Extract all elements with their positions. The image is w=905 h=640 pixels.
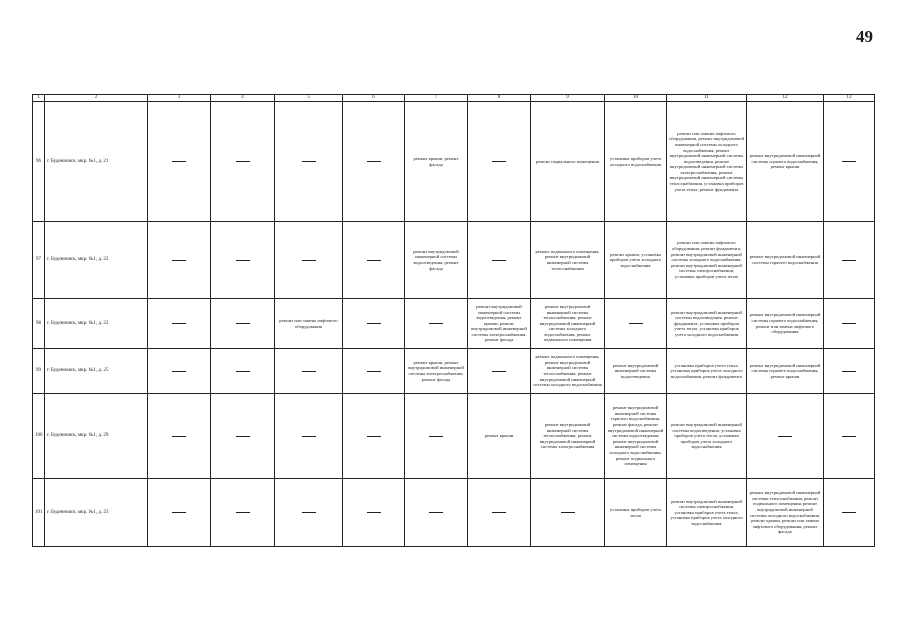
row-address: г. Буденновск, мкр. №1, д. 25 (45, 349, 148, 394)
dash-mark (236, 323, 250, 324)
dash-mark (172, 161, 186, 162)
work-description-cell: ремонт или замена лифтового оборудования, ремонт внутридомовой инженерной системы холодного водоснабжения, ремонт внутридомовой инженерной системы водоотведения, ремонт внутридомовой инженерной системы электроснабжения, ремонт внутридомовой инженерной системы теплоснабжения, установка приборов учета тепла, ремонт фундамента (667, 102, 747, 222)
empty-cell-dash (148, 299, 211, 349)
empty-cell-dash (824, 394, 875, 479)
row-address: г. Буденновск, мкр. №1, д. 23 (45, 479, 148, 547)
dash-mark (236, 260, 250, 261)
table-row (33, 222, 875, 299)
page-number: 49 (856, 27, 873, 46)
work-description-cell: ремонт внутридомовой инженерной системы водоотведения, ремонт фундамента, установка приборов учета тепла, установка приборов учета холодного водоснабжения (667, 299, 747, 349)
empty-cell-dash (824, 299, 875, 349)
empty-cell-dash (531, 479, 605, 547)
work-description-cell: ремонт подвального помещения, ремонт внутридомовой инженерной системы теплоснабжения, ремонт внутридомовой инженерной системы холодного водоснабжения (531, 349, 605, 394)
empty-cell-dash (148, 349, 211, 394)
empty-cell-dash (275, 222, 343, 299)
work-description-cell: ремонт крыши, ремонт фасада (405, 102, 468, 222)
empty-cell-dash (275, 102, 343, 222)
column-header: 8 (468, 95, 531, 102)
dash-mark (236, 161, 250, 162)
column-header: 7 (405, 95, 468, 102)
work-description-cell: ремонт крыши (468, 394, 531, 479)
row-address: г. Буденновск, мкр. №1, д. 22 (45, 222, 148, 299)
row-number: 97 (33, 222, 45, 299)
dash-mark (236, 371, 250, 372)
work-description-cell: ремонт внутридомовой инженерной системы электроснабжения, установка приборов учета тепла, установка приборов учета холодного водоснабжения (667, 479, 747, 547)
work-description-cell: установка приборов учета тепла (605, 479, 667, 547)
work-description-cell: ремонт подвального помещения (531, 102, 605, 222)
dash-mark (492, 512, 506, 513)
dash-mark (778, 436, 792, 437)
work-description-cell: ремонт внутридомовой инженерной системы горячего водоснабжения (747, 222, 824, 299)
empty-cell-dash (605, 299, 667, 349)
row-address: г. Буденновск, мкр. №1, д. 21 (45, 102, 148, 222)
work-description-cell: ремонт подвального помещения, ремонт внутридомовой инженерной системы теплоснабжения (531, 222, 605, 299)
row-address: г. Буденновск, мкр. №1, д. 23 (45, 299, 148, 349)
dash-mark (236, 512, 250, 513)
work-description-cell: ремонт внутридомовой инженерной системы водоотведения, ремонт фасада (405, 222, 468, 299)
dash-mark (302, 512, 316, 513)
row-address: г. Буденновск, мкр. №1, д. 29 (45, 394, 148, 479)
empty-cell-dash (148, 102, 211, 222)
empty-cell-dash (275, 349, 343, 394)
dash-mark (236, 436, 250, 437)
empty-cell-dash (211, 299, 275, 349)
empty-cell-dash (211, 394, 275, 479)
empty-cell-dash (275, 479, 343, 547)
empty-cell-dash (343, 222, 405, 299)
dash-mark (842, 371, 856, 372)
row-number: 100 (33, 394, 45, 479)
dash-mark (842, 512, 856, 513)
empty-cell-dash (148, 479, 211, 547)
column-header: 13 (824, 95, 875, 102)
dash-mark (429, 436, 443, 437)
work-description-cell: ремонт внутридомовой инженерной системы горячего водоснабжения, ремонт крыши (747, 102, 824, 222)
column-header: 10 (605, 95, 667, 102)
column-header: 4 (211, 95, 275, 102)
empty-cell-dash (824, 222, 875, 299)
dash-mark (842, 161, 856, 162)
dash-mark (367, 260, 381, 261)
row-number: 99 (33, 349, 45, 394)
repair-schedule-table (32, 94, 875, 547)
dash-mark (367, 323, 381, 324)
empty-cell-dash (405, 394, 468, 479)
column-header: 11 (667, 95, 747, 102)
dash-mark (172, 436, 186, 437)
work-description-cell: ремонт внутридомовой инженерной системы горячего водоснабжения, ремонт фасада, ремонт внутридомовой инженерной системы водоотведения, ремонт внутридомовой инженерной системы холодного водоснабжения, ремонт подвального помещения (605, 394, 667, 479)
dash-mark (172, 323, 186, 324)
empty-cell-dash (211, 102, 275, 222)
empty-cell-dash (824, 349, 875, 394)
work-description-cell: ремонт или замена лифтового оборудования, ремонт фундамента, ремонт внутридомовой инженерной системы холодного водоснабжения, ремонт внутридомовой инженерной системы электроснабжения, установка приборов учета тепла (667, 222, 747, 299)
empty-cell-dash (747, 394, 824, 479)
dash-mark (172, 260, 186, 261)
empty-cell-dash (343, 349, 405, 394)
work-description-cell: ремонт внутридомовой инженерной системы горячего водоснабжения, ремонт или замена лифтового оборудования (747, 299, 824, 349)
column-header: 5 (275, 95, 343, 102)
empty-cell-dash (343, 102, 405, 222)
work-description-cell: ремонт внутридомовой инженерной системы водоотведения, ремонт крыши, ремонт внутридомовой инженерной системы электроснабжения, ремонт фасада (468, 299, 531, 349)
empty-cell-dash (824, 102, 875, 222)
empty-cell-dash (275, 394, 343, 479)
work-description-cell: ремонт внутридомовой инженерной системы водоотведения (605, 349, 667, 394)
work-description-cell: ремонт внутридомовой инженерной системы теплоснабжения, ремонт подвального помещения, ремонт внутридомовой инженерной системы холодного водоснабжения, ремонт крыши, ремонт или замена лифтового оборудования, ремонт фасада (747, 479, 824, 547)
table-row (33, 102, 875, 222)
dash-mark (429, 512, 443, 513)
dash-mark (842, 260, 856, 261)
empty-cell-dash (211, 222, 275, 299)
dash-mark (302, 436, 316, 437)
table-row (33, 479, 875, 547)
row-number: 96 (33, 102, 45, 222)
work-description-cell: ремонт или замена лифтового оборудования (275, 299, 343, 349)
empty-cell-dash (343, 479, 405, 547)
work-description-cell: ремонт внутридомовой инженерной системы теплоснабжения, ремонт внутридомовой инженерной системы холодного водоснабжения, ремонт подвального помещения (531, 299, 605, 349)
dash-mark (367, 436, 381, 437)
work-description-cell: ремонт внутридомовой инженерной системы водоотведения, установка приборов учета тепла, установка приборов учета холодного водоснабжения (667, 394, 747, 479)
work-description-cell: установка приборов учета тепла, установка приборов учета холодного водоснабжения, ремонт фундамента (667, 349, 747, 394)
column-header: 2 (45, 95, 148, 102)
dash-mark (492, 260, 506, 261)
dash-mark (367, 371, 381, 372)
empty-cell-dash (468, 479, 531, 547)
work-description-cell: ремонт крыши, ремонт внутридомовой инженерной системы электроснабжения, ремонт фасада (405, 349, 468, 394)
dash-mark (367, 512, 381, 513)
dash-mark (842, 436, 856, 437)
dash-mark (492, 371, 506, 372)
empty-cell-dash (148, 394, 211, 479)
empty-cell-dash (405, 479, 468, 547)
table-row (33, 349, 875, 394)
column-header: 6 (343, 95, 405, 102)
column-header: 3 (148, 95, 211, 102)
dash-mark (629, 323, 643, 324)
dash-mark (561, 512, 575, 513)
table-row (33, 394, 875, 479)
dash-mark (302, 161, 316, 162)
column-header: 1 (33, 95, 45, 102)
row-number: 98 (33, 299, 45, 349)
column-header: 9 (531, 95, 605, 102)
empty-cell-dash (824, 479, 875, 547)
empty-cell-dash (211, 349, 275, 394)
dash-mark (172, 371, 186, 372)
empty-cell-dash (405, 299, 468, 349)
dash-mark (842, 323, 856, 324)
dash-mark (302, 371, 316, 372)
empty-cell-dash (468, 349, 531, 394)
row-number: 101 (33, 479, 45, 547)
dash-mark (429, 323, 443, 324)
empty-cell-dash (343, 299, 405, 349)
dash-mark (172, 512, 186, 513)
work-description-cell: ремонт внутридомовой инженерной системы теплоснабжения, ремонт внутридомовой инженерной системы электроснабжения (531, 394, 605, 479)
dash-mark (302, 260, 316, 261)
work-description-cell: ремонт крыши, установка приборов учета холодного водоснабжения (605, 222, 667, 299)
empty-cell-dash (468, 222, 531, 299)
work-description-cell: установка приборов учета холодного водоснабжения (605, 102, 667, 222)
dash-mark (367, 161, 381, 162)
dash-mark (492, 161, 506, 162)
empty-cell-dash (211, 479, 275, 547)
column-header: 12 (747, 95, 824, 102)
empty-cell-dash (148, 222, 211, 299)
empty-cell-dash (343, 394, 405, 479)
empty-cell-dash (468, 102, 531, 222)
column-number-row (33, 95, 875, 102)
table-row (33, 299, 875, 349)
work-description-cell: ремонт внутридомовой инженерной системы горячего водоснабжения, ремонт крыши (747, 349, 824, 394)
